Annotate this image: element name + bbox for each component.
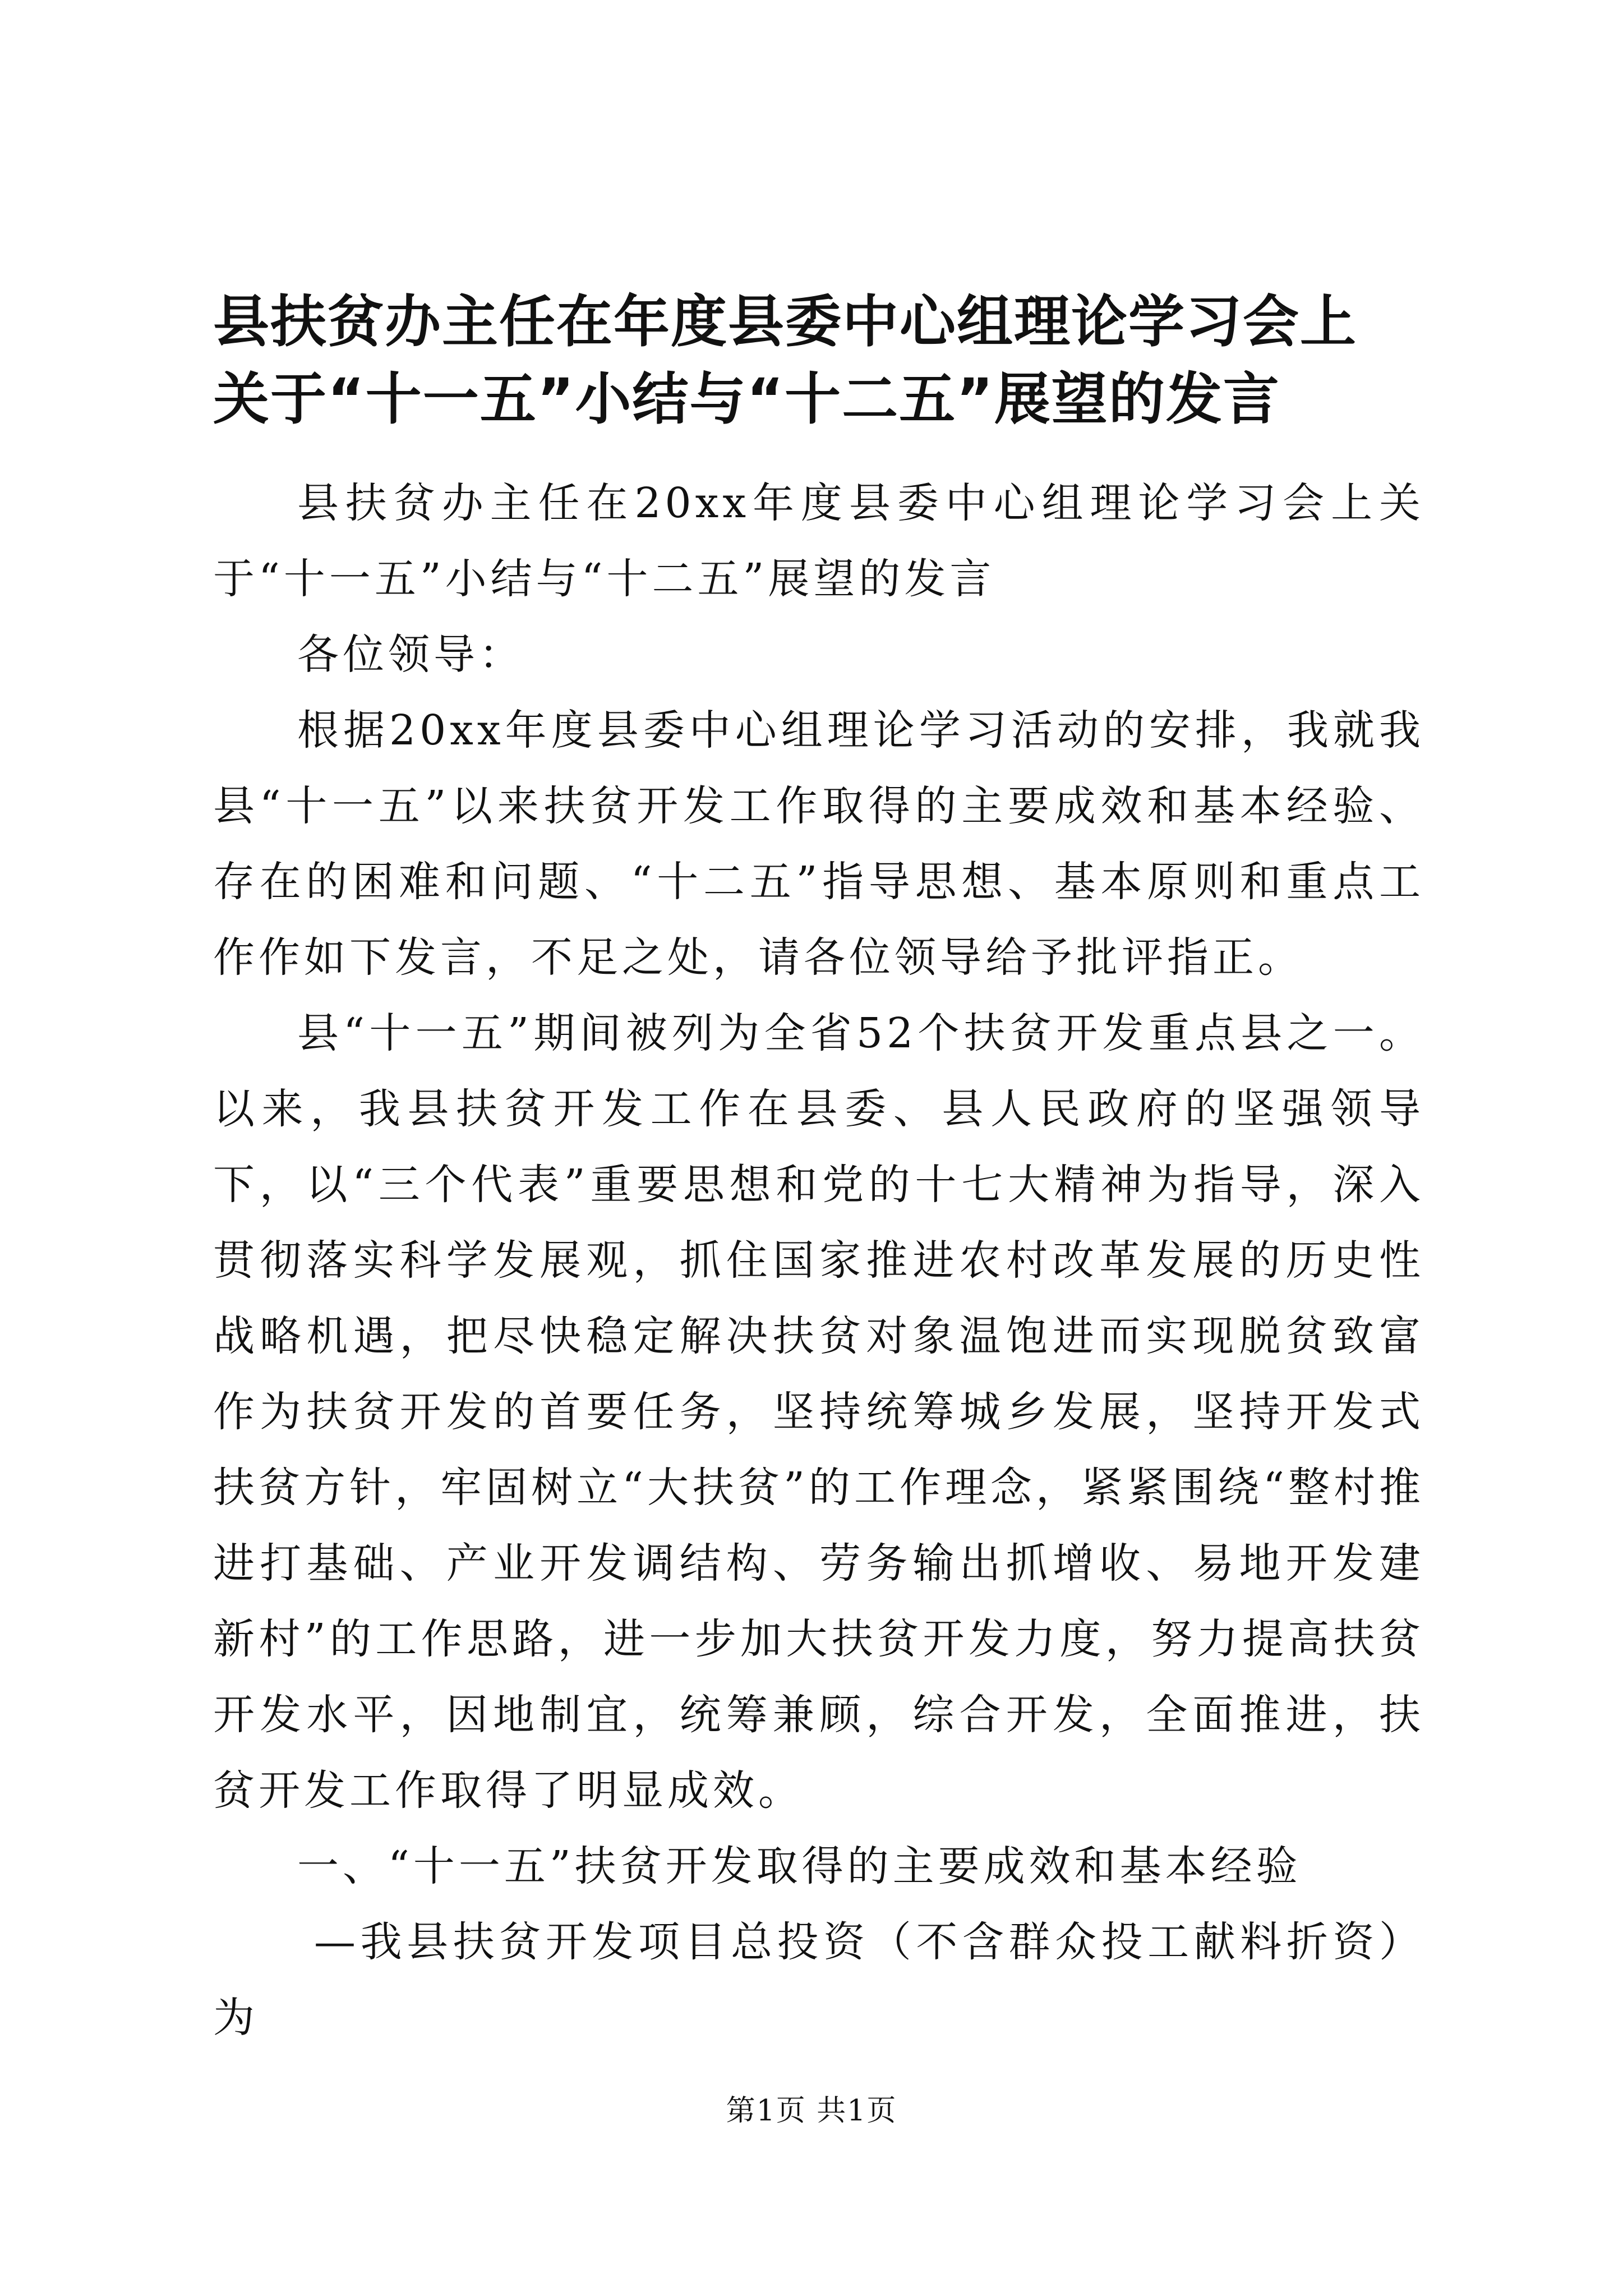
page-footer: 第1页 共1页: [726, 2094, 897, 2128]
salutation-paragraph: 各位领导：: [297, 631, 524, 679]
subtitle-paragraph: 县扶贫办主任在20xx年度县委中心组理论学习会上关于“十一五”小结与“十二五”展望的发言: [213, 479, 1424, 603]
document-body: [213, 466, 1424, 2056]
title-line-2: 关于“十一五”小结与“十二五”展望的发言: [213, 366, 1280, 432]
document-title: [213, 283, 1424, 438]
section-heading: 一、“十一五”扶贫开发取得的主要成效和基本经验: [297, 1842, 1302, 1890]
title-line-1: 县扶贫办主任在年度县委中心组理论学习会上: [213, 289, 1357, 355]
overview-paragraph: 县“十一五”期间被列为全省52个扶贫开发重点县之一。以来，我县扶贫开发工作在县委、县人民政府的坚强领导下，以“三个代表”重要思想和党的十七大精神为指导，深入贯彻落实科学发展观，抓住国家推进农村改革发展的历史性战略机遇，把尽快稳定解决扶贫对象温饱进而实现脱贫致富作为扶贫开发的首要任务，坚持统筹城乡发展，坚持开发式扶贫方针，牢固树立“大扶贫”的工作理念，紧紧围绕“整村推进打基础、产业开发调结构、劳务输出抓增收、易地开发建新村”的工作思路，进一步加大扶贫开发力度，努力提高扶贫开发水平，因地制宜，统筹兼顾，综合开发，全面推进，扶贫开发工作取得了明显成效。: [213, 1009, 1424, 1815]
intro-paragraph: 根据20xx年度县委中心组理论学习活动的安排，我就我县“十一五”以来扶贫开发工作取得的主要成效和基本经验、存在的困难和问题、“十二五”指导思想、基本原则和重点工作作如下发言，不足之处，请各位领导给予批评指正。: [213, 706, 1424, 982]
investment-paragraph: —我县扶贫开发项目总投资（不含群众投工献料折资）为: [213, 1918, 1424, 2042]
